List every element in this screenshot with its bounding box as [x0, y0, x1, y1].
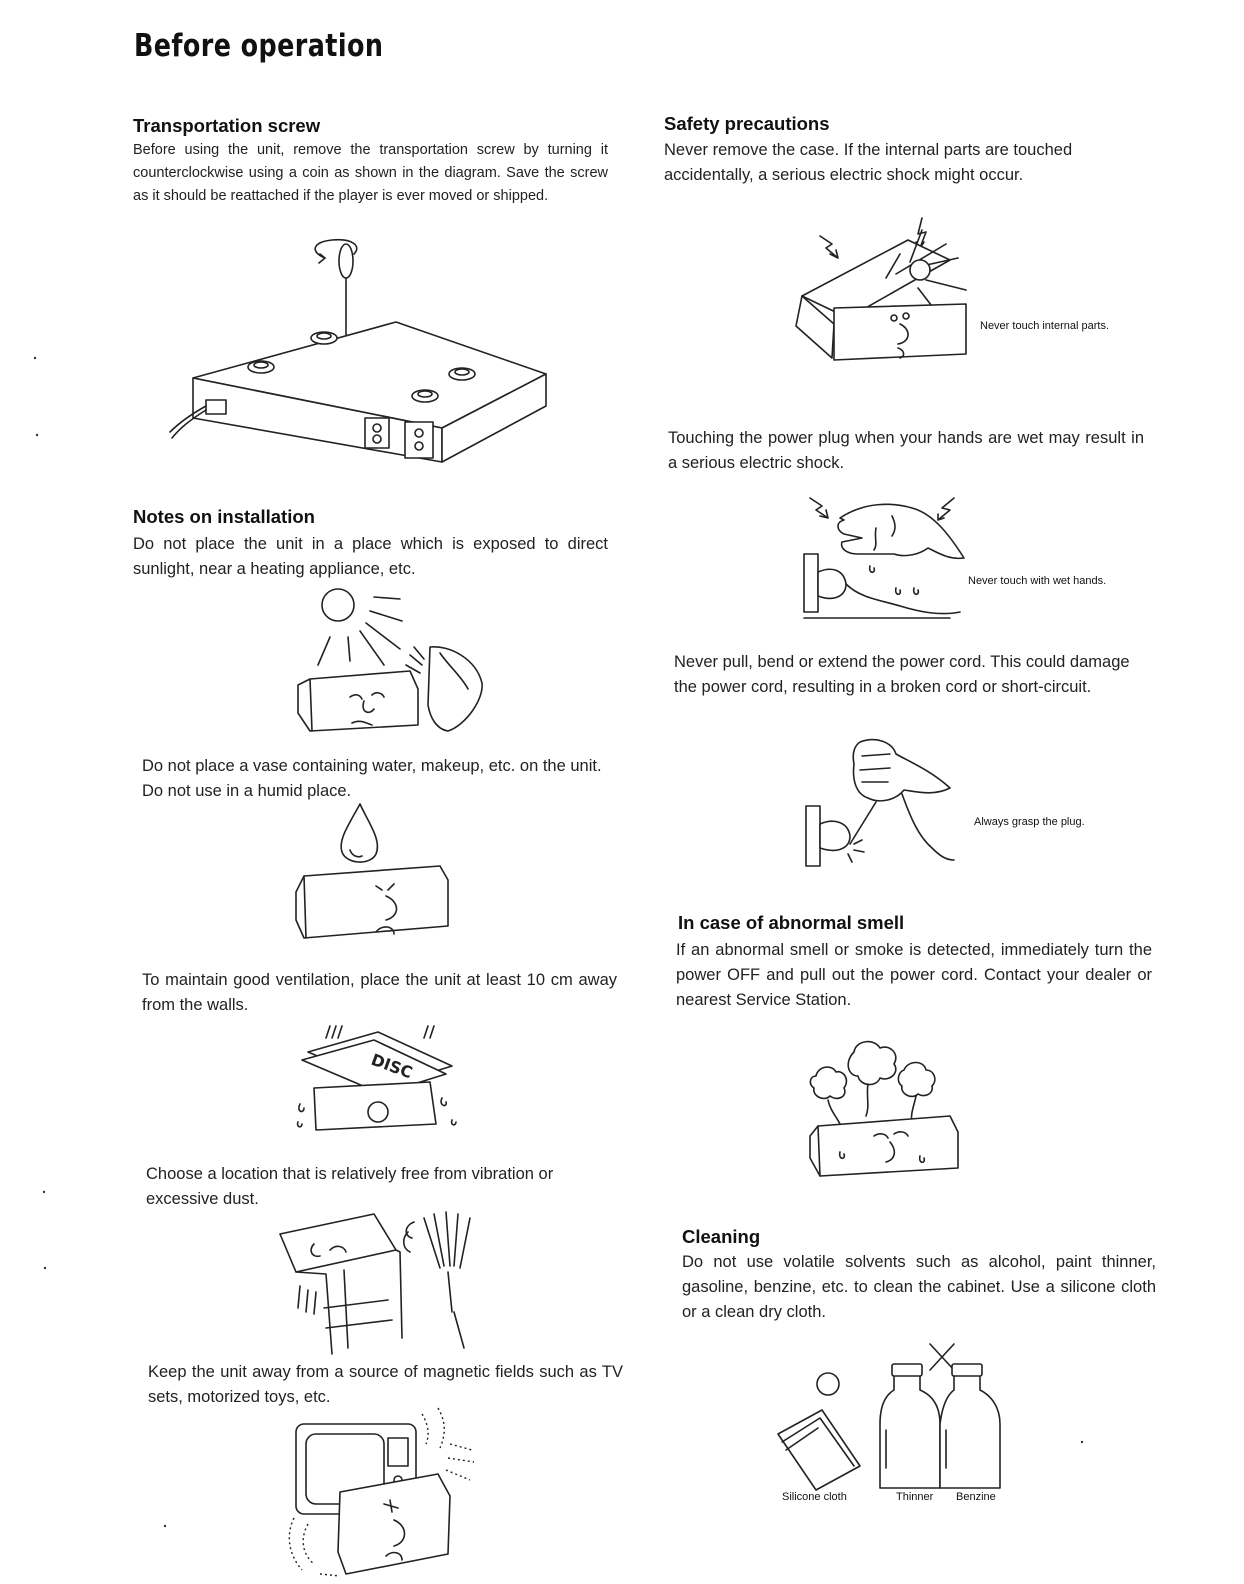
smell-body: If an abnormal smell or smoke is detected, immediately turn the power OFF and pull out the power cord. Contact your dealer or nearest Service Station. [676, 941, 1152, 1009]
installation-note-vibration: Choose a location that is relatively free from vibration or excessive dust. [146, 1165, 554, 1208]
safety-heading: Safety precautions [664, 113, 830, 134]
cleaning-heading: Cleaning [682, 1226, 761, 1247]
label-thinner: Thinner [896, 1491, 934, 1503]
caption-wet-hands: Never touch with wet hands. [968, 575, 1107, 587]
transport-heading: Transportation screw [133, 115, 321, 136]
label-benzine: Benzine [956, 1491, 996, 1503]
smell-heading: In case of abnormal smell [678, 912, 905, 933]
label-silicone-cloth: Silicone cloth [782, 1491, 847, 1503]
page-title: Before operation [134, 28, 384, 64]
installation-note-sunlight: Do not place the unit in a place which is exposed to direct sunlight, near a heating appliance, etc. [133, 535, 608, 578]
installation-note-water: Do not place a vase containing water, makeup, etc. on the unit. Do not use in a humid place. [142, 757, 602, 800]
caption-internal-parts: Never touch internal parts. [980, 320, 1110, 332]
safety-body-cord: Never pull, bend or extend the power cord. This could damage the power cord, resulting in a broken cord or short-circuit. [674, 653, 1130, 696]
installation-note-magnetic: Keep the unit away from a source of magnetic fields such as TV sets, motorized toys, etc. [148, 1363, 623, 1406]
safety-body-case: Never remove the case. If the internal parts are touched accidentally, a serious electric shock might occur. [664, 141, 1073, 184]
transport-body: Before using the unit, remove the transportation screw by turning it counterclockwise using a coin as shown in the diagram. Save the screw as it should be reattached if the player is ever moved or shipped. [133, 142, 608, 204]
installation-note-ventilation: To maintain good ventilation, place the unit at least 10 cm away from the walls. [142, 971, 617, 1014]
cleaning-body: Do not use volatile solvents such as alcohol, paint thinner, gasoline, benzine, etc. to clean the cabinet. Use a silicone cloth or a clean dry cloth. [682, 1253, 1156, 1321]
installation-heading: Notes on installation [133, 506, 315, 527]
caption-grasp-plug: Always grasp the plug. [974, 816, 1085, 828]
disc-label: DISC [368, 1049, 416, 1083]
safety-body-wet: Touching the power plug when your hands are wet may result in a serious electric shock. [668, 429, 1144, 472]
